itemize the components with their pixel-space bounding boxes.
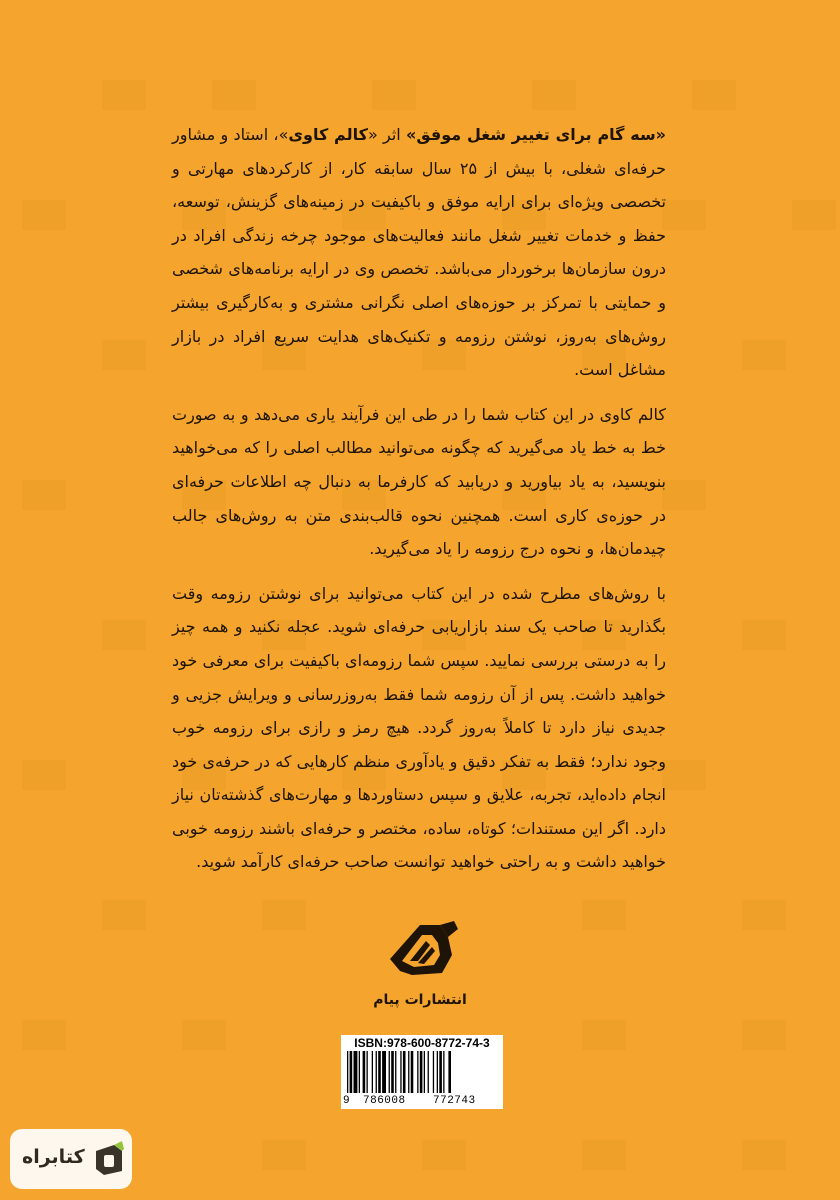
paragraph	[172, 118, 666, 387]
pattern-tile	[262, 1140, 306, 1170]
isbn-label: ISBN:978-600-8772-74-3	[354, 1036, 490, 1050]
bold-phrase: کالم کاوی	[288, 125, 368, 144]
barcode	[341, 1035, 503, 1109]
barcode-bar	[424, 1051, 425, 1093]
pattern-tile	[742, 900, 786, 930]
pattern-tile	[532, 80, 576, 110]
watermark-label: کتابراه	[22, 1146, 85, 1168]
paragraph	[172, 398, 666, 566]
barcode-bar	[400, 1051, 401, 1093]
paragraph	[172, 577, 666, 879]
pattern-tile	[792, 200, 836, 230]
barcode-digits-left: 786008	[363, 1095, 406, 1107]
pattern-tile	[582, 1020, 626, 1050]
pattern-tile	[102, 340, 146, 370]
book-description	[172, 118, 666, 890]
barcode-bar	[420, 1051, 423, 1093]
text-run: »، استاد و مشاور حرفه‌ای شغلی، با بیش از ۲۵ سال سابقه کار، از کارکردهای مهارتی و تخصصی ویژه‌ای برای ارایه موفق و باکیفیت در زمینه‌های گزینش، توسعه، حفظ و خدمات تغییر شغل مانند فعالیت‌های موجود چرخه زندگی افراد در درون سازمان‌ها برخوردار می‌باشد. تخصص وی در ارایه برنامه‌های شخصی و حمایتی با تمرکز بر حوزه‌های اصلی نگرانی مشتری و به‌کارگیری بیشتر روش‌های به‌روز، نوشتن رزومه و تکنیک‌های هدایت سریع افراد در بازار مشاغل است.	[172, 125, 666, 380]
pattern-tile	[212, 80, 256, 110]
pattern-tile	[182, 1020, 226, 1050]
pattern-tile	[102, 620, 146, 650]
barcode-bar	[408, 1051, 409, 1093]
barcode-bar	[437, 1051, 438, 1093]
pattern-tile	[742, 1020, 786, 1050]
barcode-bar	[433, 1051, 434, 1093]
pattern-tile	[662, 480, 706, 510]
barcode-bar	[395, 1051, 396, 1093]
pattern-tile	[22, 200, 66, 230]
barcode-bar	[443, 1051, 444, 1093]
pattern-tile	[582, 1140, 626, 1170]
pattern-tile	[422, 1140, 466, 1170]
pattern-tile	[262, 900, 306, 930]
pattern-tile	[662, 200, 706, 230]
pattern-tile	[742, 620, 786, 650]
barcode-bar	[347, 1051, 348, 1093]
publisher-name: انتشارات پیام	[373, 992, 467, 1008]
pattern-tile	[102, 80, 146, 110]
barcode-bar	[411, 1051, 414, 1093]
barcode-bar	[417, 1051, 418, 1093]
pattern-tile	[582, 900, 626, 930]
pattern-tile	[22, 760, 66, 790]
barcode-bar	[376, 1051, 377, 1093]
pattern-tile	[102, 900, 146, 930]
barcode-bar	[391, 1051, 394, 1093]
barcode-bar	[367, 1051, 368, 1093]
barcode-bar	[382, 1051, 386, 1093]
barcode-bar	[439, 1051, 442, 1093]
barcode-bar	[363, 1051, 366, 1093]
barcode-bar	[389, 1051, 390, 1093]
barcode-bar	[350, 1051, 353, 1093]
pattern-tile	[742, 340, 786, 370]
pattern-tile	[692, 80, 736, 110]
barcode-digit-lead: 9	[343, 1095, 351, 1107]
barcode-bar	[378, 1051, 381, 1093]
barcode-bar	[372, 1051, 373, 1093]
text-run: با روش‌های مطرح شده در این کتاب می‌توانید برای نوشتن رزومه وقت بگذارید تا صاحب یک سند بازاریابی حرفه‌ای شوید. عجله نکنید و همه چیز را به درستی بررسی نمایید. سپس شما رزومه‌ای باکیفیت برای معرفی خود خواهید داشت. پس از آن رزومه شما فقط به‌روزرسانی و ویرایش جزیی و جدیدی نیاز دارد تا کاملاً به‌روز گردد. هیچ رمز و رازی برای رزومه خوب وجود ندارد؛ فقط به تفکر دقیق و یادآوری منظم کارهایی که در حرفه‌ی خود انجام داده‌اید، تجربه، علایق و سپس دستاوردها و مهارت‌های گذشته‌تان نیاز دارد. اگر این مستندات؛ کوتاه، ساده، مختصر و حرفه‌ای باشند رزومه خوبی خواهید داشت و به راحتی خواهید توانست صاحب حرفه‌ای کارآمد شوید.	[172, 583, 666, 872]
text-run: کالم کاوی در این کتاب شما را در طی این فرآیند یاری می‌دهد و به صورت خط به خط یاد می‌گیرید که چگونه می‌توانید مطالب اصلی را که می‌خواهید بنویسید، به یاد بیاورید و دریابید که کارفرما به دنبال چه اطلاعات حرفه‌ای در حوزه‌ی کاری است. همچنین نحوه قالب‌بندی متن به روش‌های جالب چیدمان‌ها، و نحوه درج رزومه را یاد می‌گیرید.	[172, 404, 666, 559]
barcode-bar	[448, 1051, 451, 1093]
barcode-bar	[359, 1051, 360, 1093]
pattern-tile	[662, 760, 706, 790]
pattern-tile	[22, 1020, 66, 1050]
pattern-tile	[742, 1140, 786, 1170]
text-run: اثر «	[367, 125, 407, 144]
ketabrah-logo-icon	[92, 1141, 126, 1177]
pattern-tile	[22, 480, 66, 510]
publisher-hands-logo-icon	[382, 915, 462, 985]
barcode-bars	[347, 1051, 497, 1095]
barcode-bar	[354, 1051, 358, 1093]
ketabrah-watermark	[10, 1129, 132, 1189]
bold-phrase: «سه گام برای تغییر شغل موفق»	[406, 125, 667, 144]
barcode-bar	[403, 1051, 406, 1093]
barcode-bar	[428, 1051, 429, 1093]
barcode-digits-right: 772743	[433, 1095, 476, 1107]
pattern-tile	[372, 80, 416, 110]
